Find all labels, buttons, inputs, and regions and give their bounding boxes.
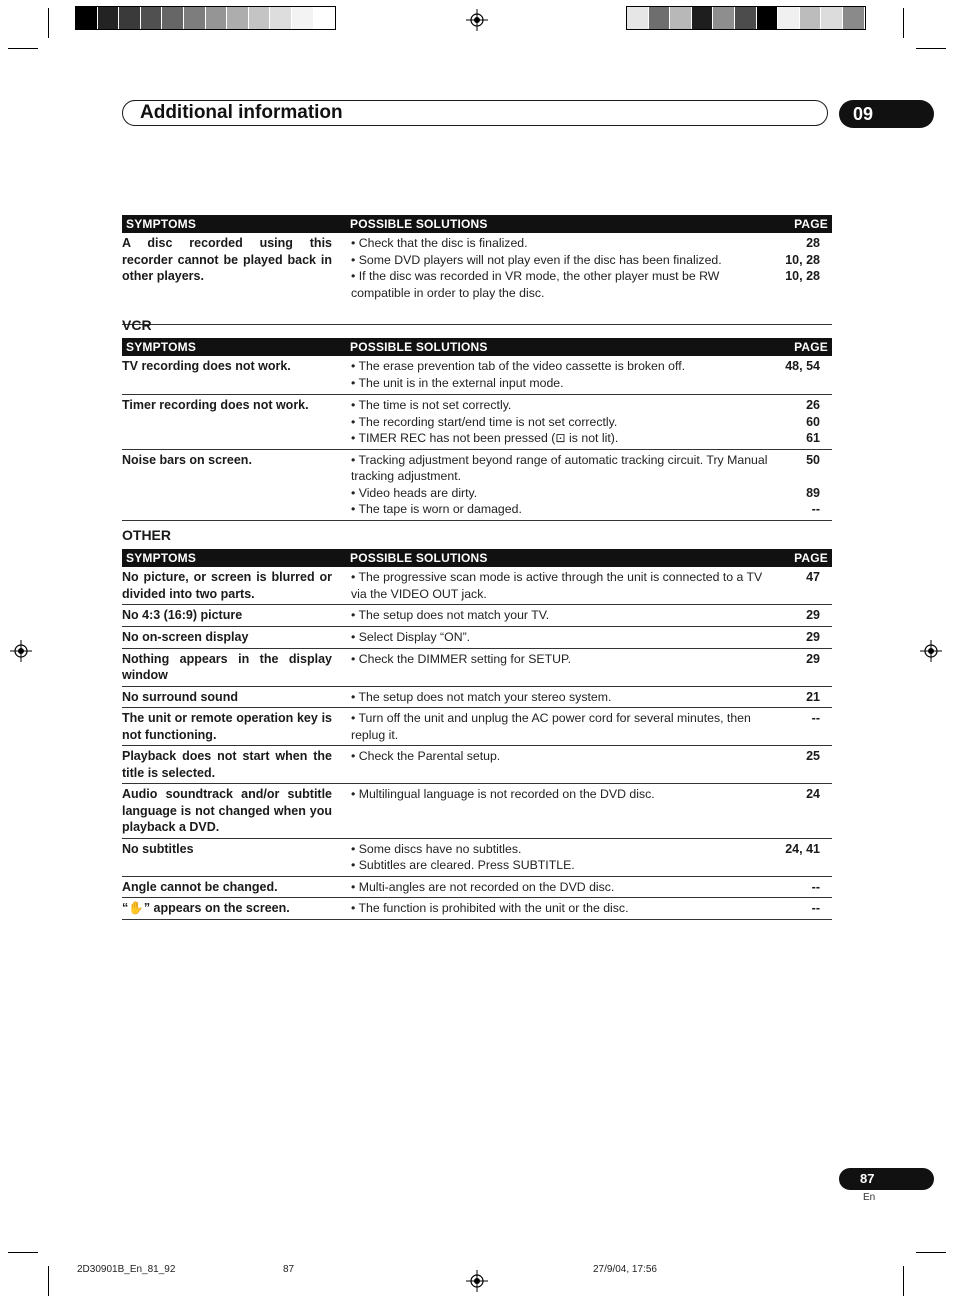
symptom-cell: Noise bars on screen. <box>122 452 252 467</box>
crop-mark <box>903 8 904 38</box>
solution-item: • The erase prevention tab of the video cassette is broken off. <box>351 359 686 373</box>
solution-item: • TIMER REC has not been pressed (⊡ is not lit). <box>351 431 619 445</box>
registration-mark-icon <box>10 640 32 662</box>
color-swatch <box>184 7 206 29</box>
table-row <box>122 708 832 746</box>
page-ref: 25 <box>806 749 820 763</box>
color-swatch <box>227 7 249 29</box>
page-number-badge: 87 <box>839 1168 934 1190</box>
solution-item: • The recording start/end time is not set correctly. <box>351 414 618 429</box>
solution-item: • Multi-angles are not recorded on the DVD disc. <box>351 879 615 894</box>
page-ref: 24, 41 <box>785 841 820 856</box>
page-ref-cell <box>772 879 832 896</box>
other-troubleshooting-table <box>122 549 832 920</box>
page-ref: 26 <box>806 398 820 412</box>
table-row <box>122 746 832 784</box>
page-ref-cell <box>772 397 832 447</box>
solution-item: • The setup does not match your stereo system. <box>351 689 612 704</box>
color-swatch <box>692 7 714 29</box>
crop-mark <box>8 1252 38 1253</box>
page-ref: 10, 28 <box>785 252 820 267</box>
solution-cell <box>346 689 772 706</box>
solution-item: • Check that the disc is finalized. <box>351 236 528 250</box>
page-ref: 21 <box>806 689 820 704</box>
solution-cell <box>346 900 772 917</box>
page-ref: 28 <box>806 236 820 250</box>
solution-cell <box>346 569 772 602</box>
column-header-symptoms: SYMPTOMS <box>126 340 197 354</box>
table-row <box>122 395 832 450</box>
crop-mark <box>903 1266 904 1296</box>
color-swatch <box>249 7 271 29</box>
table-row <box>122 450 832 521</box>
vcr-troubleshooting-table <box>122 338 832 521</box>
section-heading-other: OTHER <box>122 527 171 543</box>
table-row <box>122 567 832 605</box>
page-ref: 60 <box>806 414 820 429</box>
solution-item: • Check the Parental setup. <box>351 749 501 763</box>
table-row <box>122 233 832 325</box>
column-header-page: PAGE <box>794 217 828 231</box>
solution-cell <box>346 841 772 874</box>
color-swatch <box>162 7 184 29</box>
color-swatch <box>649 7 671 29</box>
symptom-cell: A disc recorded using this recorder cannot be played back in other players. <box>122 236 332 283</box>
table-row <box>122 649 832 687</box>
page-ref: 48, 54 <box>785 359 820 373</box>
crop-mark <box>916 1252 946 1253</box>
column-header-solutions: POSSIBLE SOLUTIONS <box>350 340 488 354</box>
color-swatch <box>757 7 779 29</box>
table-row <box>122 605 832 627</box>
page-ref-cell <box>772 748 832 781</box>
solution-item: • Select Display “ON”. <box>351 629 471 644</box>
color-swatch <box>98 7 120 29</box>
table-header <box>122 549 832 567</box>
solution-item: • Multilingual language is not recorded on the DVD disc. <box>351 787 655 801</box>
table-header <box>122 215 832 233</box>
symptom-cell: Nothing appears in the display window <box>122 651 332 682</box>
page-ref-cell <box>772 607 832 624</box>
page-ref: -- <box>811 711 820 725</box>
page-ref: -- <box>811 879 820 894</box>
color-swatch <box>627 7 649 29</box>
column-header-symptoms: SYMPTOMS <box>126 217 197 231</box>
solution-item: • Some DVD players will not play even if the disc has been finalized. <box>351 252 722 267</box>
symptom-cell: No subtitles <box>122 841 194 856</box>
page-ref: 29 <box>806 651 820 666</box>
color-swatch <box>778 7 800 29</box>
color-swatch <box>292 7 314 29</box>
solution-item: • The time is not set correctly. <box>351 398 512 412</box>
color-swatch <box>119 7 141 29</box>
table-row <box>122 627 832 649</box>
symptom-cell: No on-screen display <box>122 629 249 644</box>
page-title: Additional information <box>140 102 343 123</box>
solution-item: • Turn off the unit and unplug the AC power cord for several minutes, then replug it. <box>351 711 751 742</box>
column-header-solutions: POSSIBLE SOLUTIONS <box>350 217 488 231</box>
page-ref: 29 <box>806 629 820 644</box>
solution-item: • The function is prohibited with the unit or the disc. <box>351 901 629 915</box>
page-ref-cell <box>772 786 832 836</box>
color-swatch-strip-left <box>75 6 336 30</box>
page-ref: 89 <box>806 485 820 500</box>
symptom-cell: No picture, or screen is blurred or divided into two parts. <box>122 570 332 601</box>
page-ref-cell <box>772 358 832 392</box>
page-ref-cell <box>772 629 832 646</box>
registration-mark-icon <box>466 1270 488 1292</box>
page-ref-cell <box>772 651 832 684</box>
column-header-solutions: POSSIBLE SOLUTIONS <box>350 551 488 565</box>
solution-item: • The tape is worn or damaged. <box>351 502 522 516</box>
crop-mark <box>48 1266 49 1296</box>
page-ref: 61 <box>806 431 820 445</box>
color-swatch <box>670 7 692 29</box>
page-ref-cell <box>772 710 832 743</box>
table-row <box>122 784 832 839</box>
table-row <box>122 687 832 709</box>
page-ref: 29 <box>806 608 820 622</box>
page-ref-cell <box>772 569 832 602</box>
page-ref: 24 <box>806 787 820 801</box>
solution-item: • The setup does not match your TV. <box>351 608 550 622</box>
table-row <box>122 839 832 877</box>
page-ref: 50 <box>806 452 820 467</box>
page-ref: -- <box>811 901 820 915</box>
imprint-page-ref: 87 <box>283 1264 295 1275</box>
page-ref: -- <box>811 502 820 516</box>
document-code: 2D30901B_En_81_92 <box>77 1264 176 1275</box>
color-swatch-strip-right <box>626 6 866 30</box>
color-swatch <box>713 7 735 29</box>
color-swatch <box>206 7 228 29</box>
solution-cell <box>346 710 772 743</box>
color-swatch <box>270 7 292 29</box>
table-row <box>122 898 832 920</box>
symptom-cell: Angle cannot be changed. <box>122 879 278 894</box>
column-header-page: PAGE <box>794 340 828 354</box>
page-ref-cell <box>772 900 832 917</box>
symptom-cell: The unit or remote operation key is not functioning. <box>122 711 332 742</box>
symptom-cell: TV recording does not work. <box>122 359 291 373</box>
solution-item: • Some discs have no subtitles. <box>351 841 522 856</box>
solution-item: • If the disc was recorded in VR mode, the other player must be RW compatible in order to play the disc. <box>351 269 720 300</box>
solution-cell <box>346 879 772 896</box>
crop-mark <box>8 48 38 49</box>
color-swatch <box>141 7 163 29</box>
solution-cell <box>346 629 772 646</box>
solution-item: • The progressive scan mode is active through the unit is connected to a TV via the VIDEO OUT jack. <box>351 570 763 601</box>
registration-mark-icon <box>920 640 942 662</box>
solution-cell <box>346 452 772 518</box>
column-header-symptoms: SYMPTOMS <box>126 551 197 565</box>
table-header <box>122 338 832 356</box>
imprint-date: 27/9/04, 17:56 <box>593 1264 657 1275</box>
crop-mark <box>48 8 49 38</box>
page-ref: 10, 28 <box>785 269 820 283</box>
table-row <box>122 356 832 395</box>
solution-cell <box>346 235 772 322</box>
chapter-number-badge: 09 <box>839 100 934 128</box>
solution-item: • Subtitles are cleared. Press SUBTITLE. <box>351 858 575 872</box>
solution-cell <box>346 397 772 447</box>
registration-mark-icon <box>466 9 488 31</box>
symptom-cell: No surround sound <box>122 689 238 704</box>
solution-item: • Tracking adjustment beyond range of automatic tracking circuit. Try Manual tracking adjustment. <box>351 452 768 483</box>
solution-cell <box>346 651 772 684</box>
solution-cell <box>346 748 772 781</box>
symptom-cell: “✋” appears on the screen. <box>122 901 290 915</box>
color-swatch <box>821 7 843 29</box>
symptom-cell: Audio soundtrack and/or subtitle language is not changed when you playback a DVD. <box>122 787 332 834</box>
color-swatch <box>843 7 865 29</box>
page-ref: 47 <box>806 570 820 584</box>
page-ref-cell <box>772 452 832 518</box>
column-header-page: PAGE <box>794 551 828 565</box>
page-ref-cell <box>772 841 832 874</box>
solution-cell <box>346 358 772 392</box>
section-heading-vcr: VCR <box>122 317 152 333</box>
page-ref-cell <box>772 689 832 706</box>
crop-mark <box>916 48 946 49</box>
page-ref <box>772 468 820 485</box>
symptom-cell: Playback does not start when the title is selected. <box>122 749 332 780</box>
symptom-cell: Timer recording does not work. <box>122 398 309 412</box>
table-row <box>122 877 832 899</box>
color-swatch <box>76 7 98 29</box>
color-swatch <box>314 7 336 29</box>
solution-cell <box>346 786 772 836</box>
page-ref-cell <box>772 235 832 322</box>
disc-troubleshooting-table <box>122 215 832 325</box>
color-swatch <box>800 7 822 29</box>
color-swatch <box>735 7 757 29</box>
solution-item: • Check the DIMMER setting for SETUP. <box>351 651 572 666</box>
solution-item: • Video heads are dirty. <box>351 485 478 500</box>
symptom-cell: No 4:3 (16:9) picture <box>122 608 243 622</box>
language-code: En <box>863 1192 876 1203</box>
solution-item: • The unit is in the external input mode. <box>351 375 564 390</box>
solution-cell <box>346 607 772 624</box>
